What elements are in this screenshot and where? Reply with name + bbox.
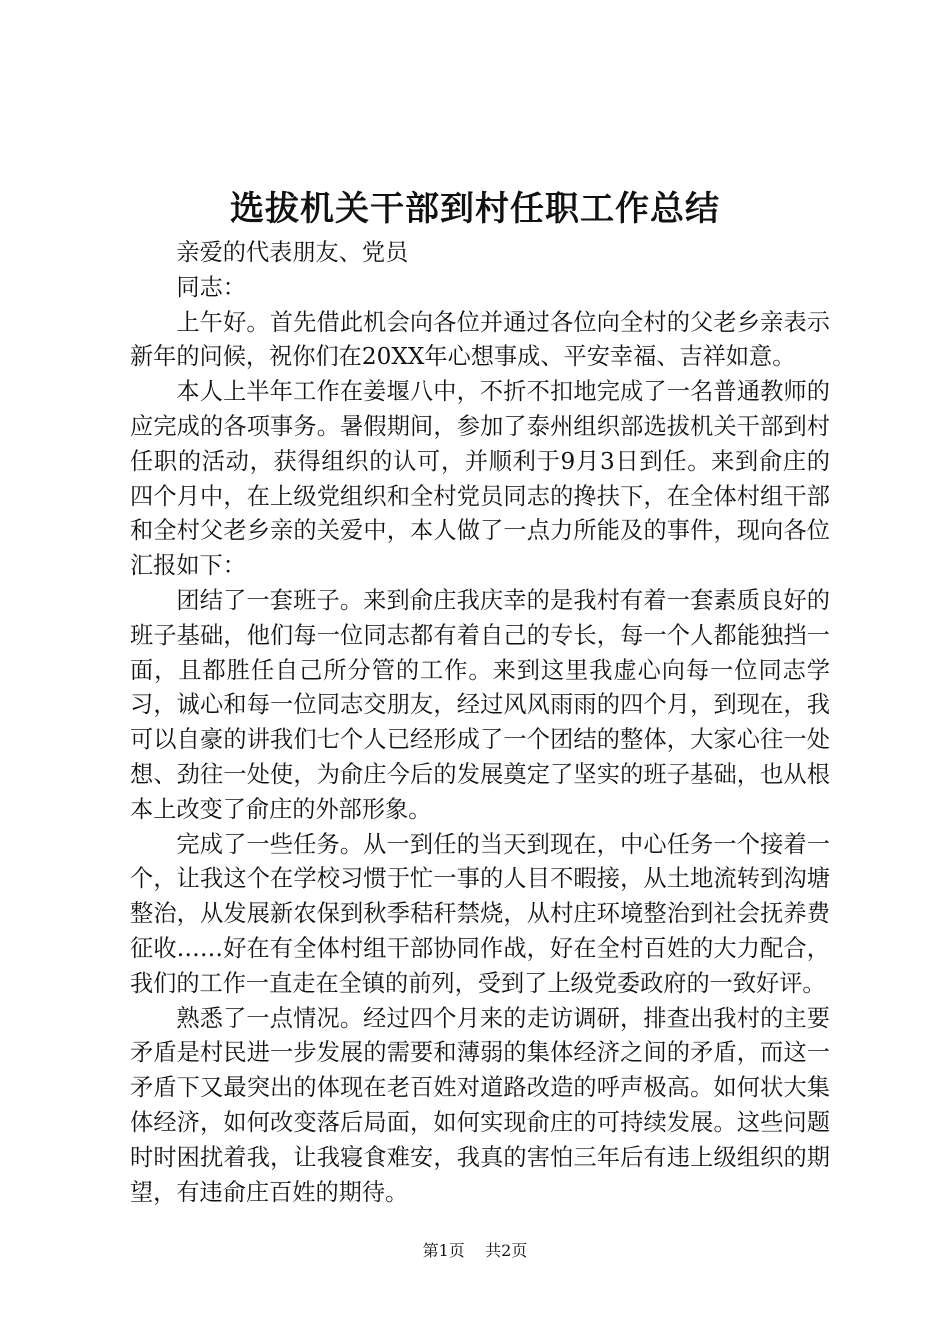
paragraph-greeting: 上午好。首先借此机会向各位并通过各位向全村的父老乡亲表示新年的问候，祝你们在20XX年心想事成、平安幸福、吉祥如意。: [130, 308, 830, 371]
page-number-total: 共2页: [485, 1241, 528, 1260]
salutation-line-1: 亲爱的代表朋友、党员: [176, 239, 409, 266]
paragraph-team: 团结了一套班子。来到俞庄我庆幸的是我村有着一套素质良好的班子基础，他们每一位同志都有着自己的专长，每一个人都能独挡一面，且都胜任自己所分管的工作。来到这里我虚心向每一位同志学习，诚心和每一位同志交朋友，经过风风雨雨的四个月，到现在，我可以自豪的讲我们七个人已经形成了一个团结的整体，大家心往一处想、劲往一处使，为俞庄今后的发展奠定了坚实的班子基础，也从根本上改变了俞庄的外部形象。: [130, 586, 830, 823]
document-title: 选拔机关干部到村任职工作总结: [230, 189, 720, 229]
page-footer: [0, 1240, 950, 1262]
document-body: [130, 236, 830, 1210]
paragraph-tasks: 完成了一些任务。从一到任的当天到现在，中心任务一个接着一个，让我这个在学校习惯于忙一事的人目不暇接，从土地流转到沟塘整治，从发展新农保到秋季秸秆禁烧，从村庄环境整治到社会抚养费征收……好在有全体村组干部协同作战，好在全村百姓的大力配合，我们的工作一直走在全镇的前列，受到了上级党委政府的一致好评。: [130, 830, 830, 997]
paragraph-introduction: 本人上半年工作在姜堰八中，不折不扣地完成了一名普通教师的应完成的各项事务。暑假期间，参加了泰州组织部选拔机关干部到村任职的活动，获得组织的认可，并顺利于9月3日到任。来到俞庄的四个月中，在上级党组织和全村党员同志的搀扶下，在全体村组干部和全村父老乡亲的关爱中，本人做了一点力所能及的事件，现向各位汇报如下：: [130, 378, 830, 580]
page-number-current: 第1页: [422, 1241, 465, 1260]
paragraph-situation: 熟悉了一点情况。经过四个月来的走访调研，排查出我村的主要矛盾是村民进一步发展的需要和薄弱的集体经济之间的矛盾，而这一矛盾下又最突出的体现在老百姓对道路改造的呼声极高。如何状大集体经济，如何改变落后局面，如何实现俞庄的可持续发展。这些问题时时困扰着我，让我寝食难安，我真的害怕三年后有违上级组织的期望，有违俞庄百姓的期待。: [130, 1004, 830, 1206]
salutation-line-2: 同志：: [176, 273, 246, 301]
